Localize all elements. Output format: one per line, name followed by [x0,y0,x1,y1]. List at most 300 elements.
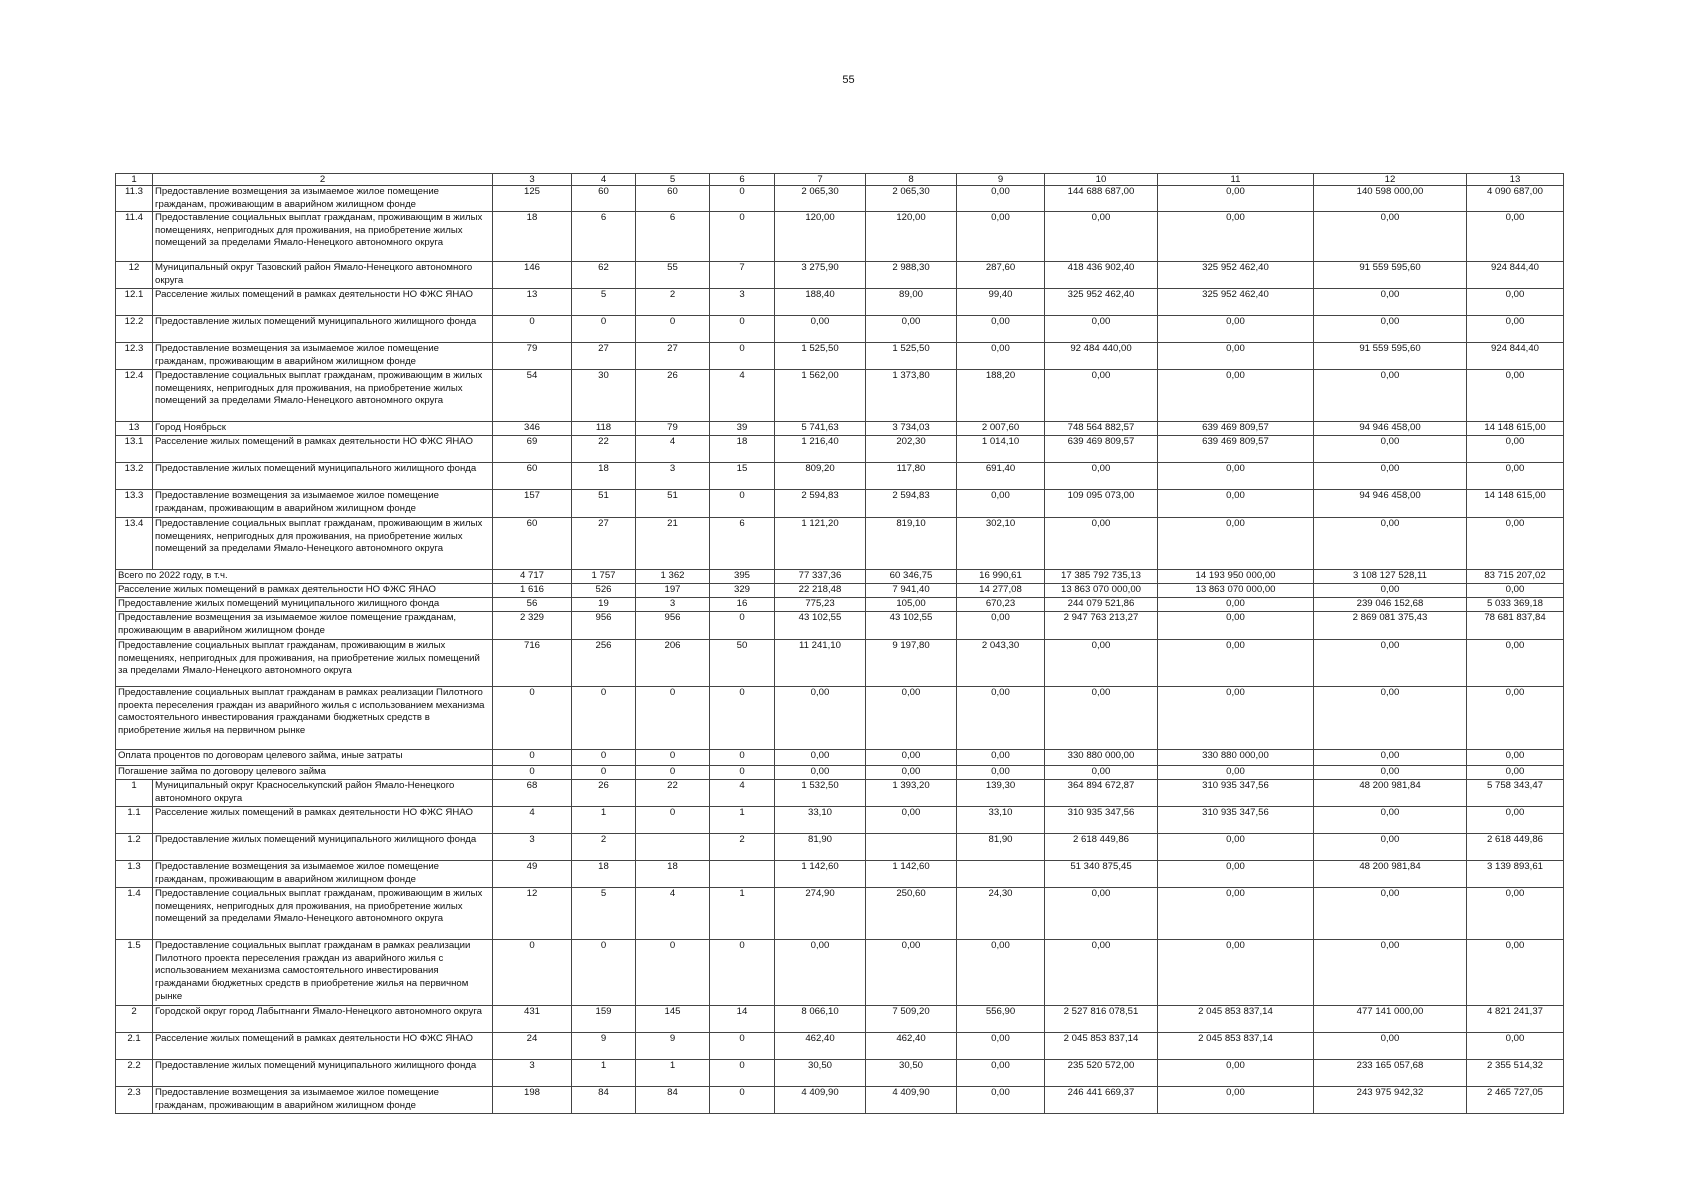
value-cell: 7 [710,262,775,289]
value-cell: 0 [710,1060,775,1087]
value-cell: 1 [572,1060,636,1087]
value-cell: 83 715 207,02 [1467,570,1564,584]
value-cell: 9 [636,1033,710,1060]
value-cell: 33,10 [957,807,1045,834]
value-cell: 691,40 [957,463,1045,490]
value-cell: 0,00 [957,612,1045,640]
value-cell: 250,60 [866,888,957,940]
value-cell: 33,10 [775,807,866,834]
value-cell: 0,00 [957,212,1045,262]
value-cell: 7 941,40 [866,584,957,598]
value-cell: 0,00 [866,316,957,343]
value-cell: 27 [636,343,710,370]
row-index-cell: 1.3 [116,861,153,888]
value-cell: 84 [572,1087,636,1114]
value-cell: 0 [710,212,775,262]
value-cell: 0,00 [957,316,1045,343]
value-cell: 105,00 [866,598,957,612]
header-row [116,174,1564,186]
value-cell: 0,00 [1158,490,1314,518]
value-cell: 0,00 [1467,807,1564,834]
value-cell: 1 121,20 [775,518,866,570]
value-cell: 14 148 615,00 [1467,422,1564,436]
value-cell: 2 [636,289,710,316]
value-cell: 60 [493,463,572,490]
value-cell: 60 [493,518,572,570]
value-cell: 3 275,90 [775,262,866,289]
value-cell: 14 148 615,00 [1467,490,1564,518]
value-cell: 39 [710,422,775,436]
value-cell: 0,00 [1158,186,1314,212]
value-cell: 15 [710,463,775,490]
value-cell: 198 [493,1087,572,1114]
row-index-cell: 13.3 [116,490,153,518]
value-cell: 0,00 [957,490,1045,518]
value-cell: 0,00 [1158,598,1314,612]
table-row [116,436,1564,463]
value-cell: 0,00 [1158,1060,1314,1087]
value-cell: 1 373,80 [866,370,957,422]
value-cell: 0 [710,343,775,370]
value-cell: 526 [572,584,636,598]
value-cell: 2 947 763 213,27 [1045,612,1158,640]
value-cell: 0 [636,687,710,750]
row-index-cell: 2 [116,1006,153,1033]
value-cell: 670,23 [957,598,1045,612]
value-cell: 0,00 [957,750,1045,766]
row-index-cell: 11.4 [116,212,153,262]
value-cell: 0,00 [1045,766,1158,780]
row-index-cell: 12.2 [116,316,153,343]
value-cell: 13 [493,289,572,316]
table-row [116,807,1564,834]
value-cell: 84 [636,1087,710,1114]
value-cell: 30,50 [866,1060,957,1087]
value-cell: 0,00 [1467,316,1564,343]
value-cell: 2 618 449,86 [1467,834,1564,861]
value-cell: 0,00 [1158,766,1314,780]
value-cell: 3 139 893,61 [1467,861,1564,888]
summary-label-cell: Расселение жилых помещений в рамках деятельности НО ФЖС ЯНАО [116,584,493,598]
row-index-cell: 12 [116,262,153,289]
value-cell: 188,40 [775,289,866,316]
value-cell: 0 [572,316,636,343]
value-cell: 716 [493,640,572,687]
table-row [116,687,1564,750]
value-cell: 0,00 [1045,212,1158,262]
value-cell: 5 741,63 [775,422,866,436]
value-cell: 4 [636,888,710,940]
value-cell: 157 [493,490,572,518]
value-cell: 0,00 [1045,888,1158,940]
summary-label-cell: Погашение займа по договору целевого займа [116,766,493,780]
value-cell: 0,00 [1158,518,1314,570]
value-cell: 0,00 [1314,436,1467,463]
value-cell: 0,00 [1314,1033,1467,1060]
value-cell: 639 469 809,57 [1158,436,1314,463]
value-cell: 159 [572,1006,636,1033]
value-cell: 0,00 [1314,518,1467,570]
value-cell: 274,90 [775,888,866,940]
value-cell: 1 [636,1060,710,1087]
description-cell: Предоставление социальных выплат гражданам в рамках реализации Пилотного проекта переселения граждан из аварийного жилья с использованием механизма самостоятельного инвестирования гражданами бюджетных средств в приобретение жилья на первичном рынке [153,940,493,1006]
value-cell: 287,60 [957,262,1045,289]
value-cell: 78 681 837,84 [1467,612,1564,640]
value-cell: 14 277,08 [957,584,1045,598]
value-cell: 197 [636,584,710,598]
value-cell: 56 [493,598,572,612]
header-cell: 2 [153,174,493,186]
value-cell: 146 [493,262,572,289]
value-cell [636,834,710,861]
description-cell: Предоставление возмещения за изымаемое жилое помещение гражданам, проживающим в аварийном жилищном фонде [153,861,493,888]
value-cell: 3 [710,289,775,316]
table-row [116,598,1564,612]
value-cell: 462,40 [866,1033,957,1060]
value-cell: 0,00 [1467,463,1564,490]
value-cell: 246 441 669,37 [1045,1087,1158,1114]
value-cell: 775,23 [775,598,866,612]
value-cell: 0,00 [1467,687,1564,750]
row-index-cell: 2.3 [116,1087,153,1114]
value-cell: 16 [710,598,775,612]
value-cell: 91 559 595,60 [1314,343,1467,370]
value-cell: 26 [636,370,710,422]
value-cell: 0,00 [1158,343,1314,370]
value-cell: 48 200 981,84 [1314,780,1467,807]
value-cell: 1 [710,888,775,940]
value-cell: 4 821 241,37 [1467,1006,1564,1033]
value-cell: 0,00 [1314,370,1467,422]
row-index-cell: 12.1 [116,289,153,316]
value-cell: 109 095 073,00 [1045,490,1158,518]
table-row [116,780,1564,807]
row-index-cell: 1.5 [116,940,153,1006]
row-index-cell: 12.3 [116,343,153,370]
value-cell: 18 [636,861,710,888]
value-cell: 235 520 572,00 [1045,1060,1158,1087]
table-row [116,262,1564,289]
value-cell: 0,00 [866,750,957,766]
value-cell: 0 [710,750,775,766]
table-row [116,1033,1564,1060]
header-cell: 10 [1045,174,1158,186]
description-cell: Предоставление возмещения за изымаемое жилое помещение гражданам, проживающим в аварийном жилищном фонде [153,186,493,212]
table-row [116,1087,1564,1114]
table-row [116,766,1564,780]
value-cell: 0,00 [1158,612,1314,640]
value-cell: 233 165 057,68 [1314,1060,1467,1087]
summary-label-cell: Предоставление жилых помещений муниципального жилищного фонда [116,598,493,612]
value-cell: 0,00 [1158,940,1314,1006]
value-cell: 0,00 [957,186,1045,212]
value-cell: 0,00 [1314,640,1467,687]
value-cell: 49 [493,861,572,888]
value-cell: 4 [710,370,775,422]
value-cell: 139,30 [957,780,1045,807]
value-cell: 62 [572,262,636,289]
value-cell: 0,00 [1467,940,1564,1006]
value-cell: 1 616 [493,584,572,598]
summary-label-cell: Предоставление социальных выплат гражданам в рамках реализации Пилотного проекта переселения граждан из аварийного жилья с использованием механизма самостоятельного инвестирования гражданами бюджетных средств в приобретение жилья на первичном рынке [116,687,493,750]
value-cell: 1 [572,807,636,834]
value-cell: 3 [493,834,572,861]
value-cell: 51 340 875,45 [1045,861,1158,888]
value-cell: 0,00 [1467,584,1564,598]
table-row [116,518,1564,570]
value-cell: 3 734,03 [866,422,957,436]
value-cell: 13 863 070 000,00 [1158,584,1314,598]
table-row [116,570,1564,584]
value-cell: 0,00 [957,687,1045,750]
value-cell: 1 525,50 [775,343,866,370]
value-cell: 91 559 595,60 [1314,262,1467,289]
value-cell: 69 [493,436,572,463]
table-row [116,343,1564,370]
value-cell: 206 [636,640,710,687]
value-cell: 22 [636,780,710,807]
value-cell: 0,00 [1314,834,1467,861]
value-cell: 0,00 [1158,316,1314,343]
value-cell: 2 594,83 [775,490,866,518]
value-cell: 0,00 [957,1087,1045,1114]
table-row [116,1006,1564,1033]
value-cell: 431 [493,1006,572,1033]
value-cell: 125 [493,186,572,212]
value-cell: 5 [572,289,636,316]
value-cell: 120,00 [866,212,957,262]
description-cell: Предоставление жилых помещений муниципального жилищного фонда [153,463,493,490]
value-cell: 1 562,00 [775,370,866,422]
value-cell: 924 844,40 [1467,262,1564,289]
description-cell: Муниципальный округ Тазовский район Ямало-Ненецкого автономного округа [153,262,493,289]
value-cell: 0,00 [957,1033,1045,1060]
resettlement-table [115,173,1564,1114]
value-cell: 8 066,10 [775,1006,866,1033]
value-cell: 1 142,60 [866,861,957,888]
value-cell: 54 [493,370,572,422]
value-cell: 60 346,75 [866,570,957,584]
value-cell: 0,00 [1158,687,1314,750]
header-cell: 13 [1467,174,1564,186]
row-index-cell: 12.4 [116,370,153,422]
value-cell: 0,00 [1467,289,1564,316]
value-cell: 77 337,36 [775,570,866,584]
description-cell: Городской округ город Лабытнанги Ямало-Ненецкого автономного округа [153,1006,493,1033]
value-cell: 2 618 449,86 [1045,834,1158,861]
value-cell: 4 409,90 [775,1087,866,1114]
value-cell: 2 045 853 837,14 [1158,1033,1314,1060]
value-cell: 956 [572,612,636,640]
value-cell: 2 065,30 [775,186,866,212]
value-cell: 0 [710,1087,775,1114]
description-cell: Предоставление жилых помещений муниципального жилищного фонда [153,834,493,861]
table-row [116,463,1564,490]
value-cell: 0,00 [1314,289,1467,316]
value-cell [957,861,1045,888]
value-cell: 1 525,50 [866,343,957,370]
summary-label-cell: Предоставление возмещения за изымаемое жилое помещение гражданам, проживающим в аварийном жилищном фонде [116,612,493,640]
value-cell: 202,30 [866,436,957,463]
value-cell: 0,00 [1467,436,1564,463]
table-row [116,289,1564,316]
value-cell: 0,00 [1467,640,1564,687]
description-cell: Расселение жилых помещений в рамках деятельности НО ФЖС ЯНАО [153,436,493,463]
value-cell: 0,00 [1314,940,1467,1006]
header-cell: 6 [710,174,775,186]
value-cell: 329 [710,584,775,598]
value-cell: 0,00 [1467,1033,1564,1060]
value-cell: 4 [493,807,572,834]
value-cell: 1 [710,807,775,834]
value-cell: 0 [710,490,775,518]
value-cell: 239 046 152,68 [1314,598,1467,612]
value-cell: 43 102,55 [775,612,866,640]
value-cell: 0,00 [866,687,957,750]
value-cell: 0,00 [957,940,1045,1006]
value-cell: 55 [636,262,710,289]
value-cell: 2 045 853 837,14 [1045,1033,1158,1060]
value-cell: 0,00 [1314,316,1467,343]
value-cell: 1 014,10 [957,436,1045,463]
value-cell: 0 [636,316,710,343]
table-row [116,584,1564,598]
value-cell: 0 [572,940,636,1006]
value-cell: 0 [636,750,710,766]
value-cell: 325 952 462,40 [1158,262,1314,289]
value-cell: 2 043,30 [957,640,1045,687]
value-cell: 18 [572,861,636,888]
value-cell: 94 946 458,00 [1314,490,1467,518]
value-cell: 302,10 [957,518,1045,570]
value-cell: 4 090 687,00 [1467,186,1564,212]
value-cell: 0,00 [1467,370,1564,422]
value-cell: 924 844,40 [1467,343,1564,370]
value-cell: 395 [710,570,775,584]
summary-label-cell: Всего по 2022 году, в т.ч. [116,570,493,584]
value-cell: 2 329 [493,612,572,640]
value-cell: 0,00 [1158,640,1314,687]
value-cell: 0,00 [775,766,866,780]
value-cell: 118 [572,422,636,436]
table-row [116,861,1564,888]
value-cell: 12 [493,888,572,940]
value-cell: 0,00 [1045,687,1158,750]
value-cell: 819,10 [866,518,957,570]
value-cell: 4 409,90 [866,1087,957,1114]
value-cell: 0 [636,766,710,780]
value-cell: 0,00 [775,750,866,766]
value-cell: 0,00 [1045,518,1158,570]
value-cell: 99,40 [957,289,1045,316]
value-cell: 68 [493,780,572,807]
value-cell: 51 [636,490,710,518]
value-cell: 0,00 [775,316,866,343]
value-cell: 0,00 [1045,370,1158,422]
value-cell: 81,90 [957,834,1045,861]
summary-label-cell: Предоставление социальных выплат гражданам, проживающим в жилых помещениях, непригодных для проживания, на приобретение жилых помещений за пределами Ямало-Ненецкого автономного округа [116,640,493,687]
value-cell: 0,00 [1467,750,1564,766]
value-cell: 48 200 981,84 [1314,861,1467,888]
value-cell: 0 [710,186,775,212]
header-cell: 11 [1158,174,1314,186]
value-cell: 0,00 [1158,1087,1314,1114]
value-cell: 2 065,30 [866,186,957,212]
value-cell: 1 142,60 [775,861,866,888]
value-cell: 79 [493,343,572,370]
description-cell: Предоставление социальных выплат гражданам, проживающим в жилых помещениях, непригодных для проживания, на приобретение жилых помещений за пределами Ямало-Ненецкого автономного округа [153,518,493,570]
value-cell: 809,20 [775,463,866,490]
description-cell: Предоставление жилых помещений муниципального жилищного фонда [153,1060,493,1087]
value-cell: 11 241,10 [775,640,866,687]
table-row [116,490,1564,518]
row-index-cell: 11.3 [116,186,153,212]
value-cell: 0,00 [1158,463,1314,490]
value-cell: 0,00 [1467,888,1564,940]
value-cell: 27 [572,343,636,370]
value-cell: 140 598 000,00 [1314,186,1467,212]
value-cell: 3 108 127 528,11 [1314,570,1467,584]
value-cell: 2 465 727,05 [1467,1087,1564,1114]
value-cell: 0 [710,940,775,1006]
value-cell: 6 [710,518,775,570]
value-cell: 0,00 [957,343,1045,370]
value-cell: 0 [493,940,572,1006]
value-cell: 0 [493,316,572,343]
row-index-cell: 2.1 [116,1033,153,1060]
header-cell: 12 [1314,174,1467,186]
value-cell: 50 [710,640,775,687]
value-cell: 79 [636,422,710,436]
table-row [116,186,1564,212]
value-cell: 4 717 [493,570,572,584]
row-index-cell: 13 [116,422,153,436]
value-cell: 0,00 [1158,888,1314,940]
value-cell: 0,00 [1467,212,1564,262]
value-cell: 310 935 347,56 [1158,807,1314,834]
value-cell: 24 [493,1033,572,1060]
value-cell: 1 757 [572,570,636,584]
value-cell: 2 007,60 [957,422,1045,436]
value-cell: 26 [572,780,636,807]
summary-label-cell: Оплата процентов по договорам целевого займа, иные затраты [116,750,493,766]
table-body [116,174,1564,1114]
table-row [116,834,1564,861]
row-index-cell: 13.4 [116,518,153,570]
value-cell: 0,00 [1314,766,1467,780]
value-cell: 13 863 070 000,00 [1045,584,1158,598]
value-cell: 5 [572,888,636,940]
value-cell: 310 935 347,56 [1045,807,1158,834]
value-cell: 556,90 [957,1006,1045,1033]
value-cell: 956 [636,612,710,640]
table-row [116,422,1564,436]
value-cell: 18 [710,436,775,463]
description-cell: Предоставление социальных выплат гражданам, проживающим в жилых помещениях, непригодных для проживания, на приобретение жилых помещений за пределами Ямало-Ненецкого автономного округа [153,370,493,422]
row-index-cell: 13.1 [116,436,153,463]
value-cell: 3 [636,598,710,612]
value-cell: 243 975 942,32 [1314,1087,1467,1114]
value-cell: 120,00 [775,212,866,262]
value-cell: 0 [636,940,710,1006]
value-cell: 18 [572,463,636,490]
value-cell: 144 688 687,00 [1045,186,1158,212]
description-cell: Муниципальный округ Красноселькупский район Ямало-Ненецкого автономного округа [153,780,493,807]
value-cell: 0,00 [1314,687,1467,750]
value-cell: 0,00 [866,807,957,834]
value-cell: 2 [710,834,775,861]
value-cell: 94 946 458,00 [1314,422,1467,436]
